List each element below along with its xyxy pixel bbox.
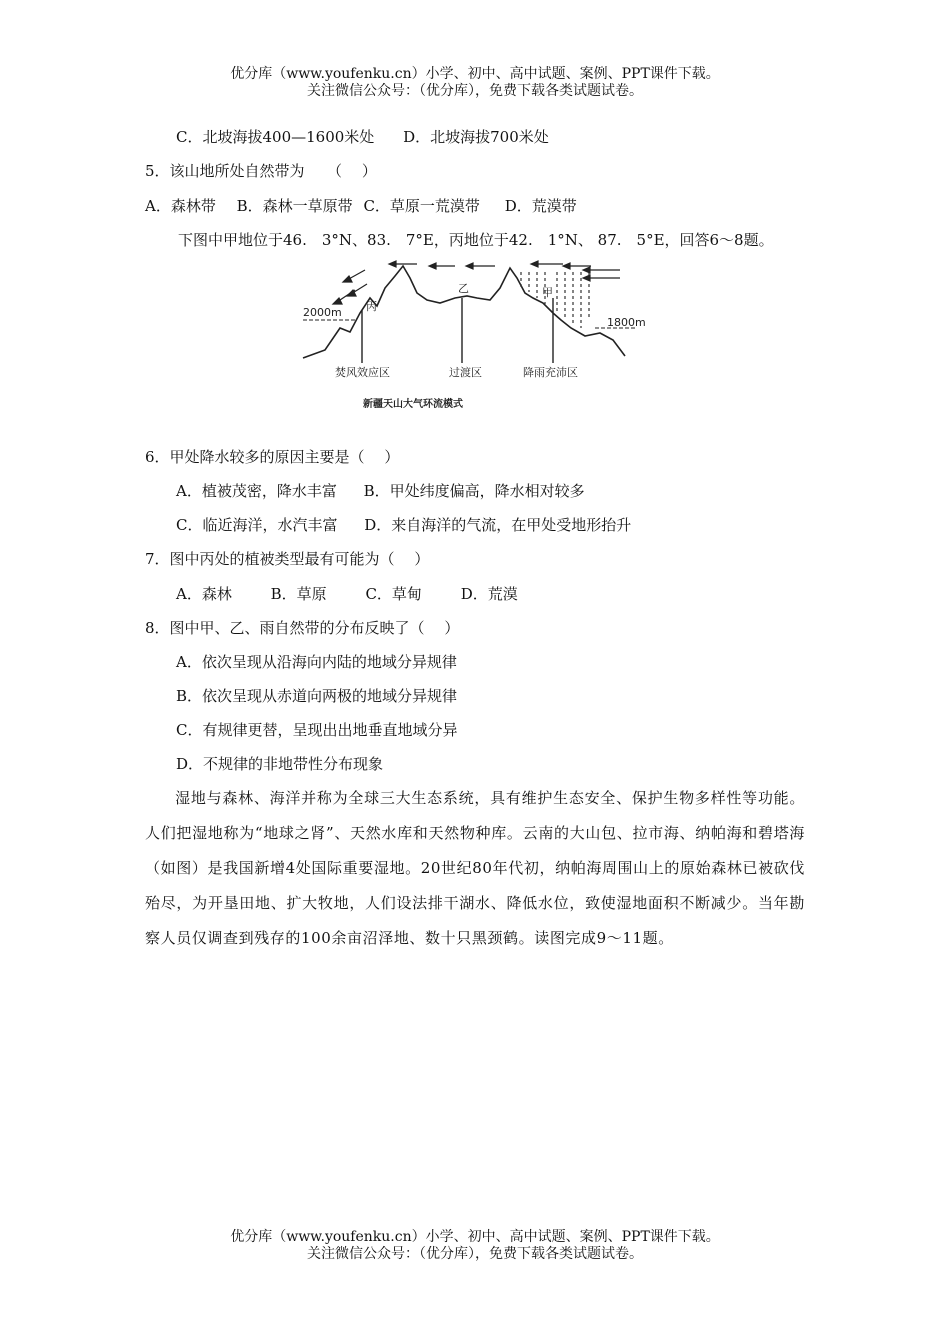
zone-mid-label: 过渡区 <box>449 366 482 379</box>
q7-options <box>176 584 518 604</box>
label-1800m: 1800m <box>607 316 646 329</box>
q7-option-c: C．草甸 <box>365 585 422 603</box>
tianshan-circulation-figure <box>295 258 646 418</box>
q5-option-c: C．草原一荒漠带 <box>363 197 480 215</box>
q8-option-b: B．依次呈现从赤道向两极的地域分异规律 <box>176 687 458 705</box>
label-bing: 丙 <box>366 300 377 313</box>
label-yi: 乙 <box>458 282 469 295</box>
q4-option-d: D．北坡海拔700米处 <box>403 128 549 146</box>
q8-option-a: A．依次呈现从沿海向内陆的地域分异规律 <box>176 653 457 671</box>
q6-option-d: D．来自海洋的气流，在甲处受地形抬升 <box>364 516 632 534</box>
q5-option-d: D．荒漠带 <box>504 197 577 215</box>
q5-stem: 5．该山地所处自然带为 （ ） <box>145 162 377 180</box>
q4-option-c: C．北坡海拔400—1600米处 <box>176 128 375 146</box>
q7-option-a: A．森林 <box>176 585 232 603</box>
q8-option-c: C．有规律更替，呈现出出地垂直地域分异 <box>176 721 458 739</box>
q7-stem: 7．图中丙处的植被类型最有可能为（ ） <box>145 550 430 568</box>
wetland-passage <box>145 781 805 956</box>
intro-6-8: 下图中甲地位于46. 3°N、83. 7°E，丙地位于42. 1°N、 87. 5°E，回答6～8题。 <box>178 231 774 249</box>
page-header <box>0 66 950 100</box>
figure-caption: 新疆天山大气环流模式 <box>363 399 463 410</box>
label-2000m: 2000m <box>303 306 342 319</box>
q6-option-a: A．植被茂密，降水丰富 <box>176 482 337 500</box>
q4-options <box>176 127 549 147</box>
q6-stem: 6．甲处降水较多的原因主要是（ ） <box>145 448 400 466</box>
footer-line-1: 优分库（www.youfenku.cn）小学、初中、高中试题、案例、PPT课件下载。 <box>230 1229 720 1245</box>
footer-line-2: 关注微信公众号：（优分库），免费下载各类试题试卷。 <box>307 1246 643 1262</box>
rain-area <box>521 272 589 328</box>
q8-stem: 8．图中甲、乙、雨自然带的分布反映了（ ） <box>145 619 460 637</box>
header-line-1: 优分库（www.youfenku.cn）小学、初中、高中试题、案例、PPT课件下载。 <box>230 66 720 82</box>
q6-option-c: C．临近海洋，水汽丰富 <box>176 516 338 534</box>
q6-option-b: B．甲处纬度偏高，降水相对较多 <box>363 482 585 500</box>
figure-svg <box>295 258 646 418</box>
passage-text: 湿地与森林、海洋并称为全球三大生态系统，具有维护生态安全、保护生物多样性等功能。人们把湿地称为“地球之肾”、天然水库和天然物种库。云南的大山包、拉市海、纳帕海和碧塔海（如图）是我国新增4处国际重要湿地。20世纪80年代初，纳帕海周围山上的原始森林已被砍伐殆尽，为开垦田地、扩大牧地，人们设法排干湖水、降低水位，致使湿地面积不断减少。当年勘察人员仅调查到残存的100余亩沼泽地、数十只黑颈鹤。读图完成9～11题。 <box>145 789 805 947</box>
zone-right-label: 降雨充沛区 <box>523 366 578 379</box>
q6-options-row2 <box>176 515 631 535</box>
q7-option-d: D．荒漠 <box>460 585 518 603</box>
header-line-2: 关注微信公众号：（优分库），免费下载各类试题试卷。 <box>307 83 643 99</box>
q8-option-d: D．不规律的非地带性分布现象 <box>176 755 384 773</box>
label-jia: 甲 <box>542 286 553 299</box>
q5-option-a: A．森林带 <box>145 197 216 215</box>
q7-option-b: B．草原 <box>270 585 327 603</box>
q5-option-b: B．森林一草原带 <box>236 197 353 215</box>
zone-left-label: 焚风效应区 <box>335 366 390 379</box>
page-footer <box>0 1229 950 1263</box>
q5-options <box>145 196 577 216</box>
q6-options-row1 <box>176 481 585 501</box>
